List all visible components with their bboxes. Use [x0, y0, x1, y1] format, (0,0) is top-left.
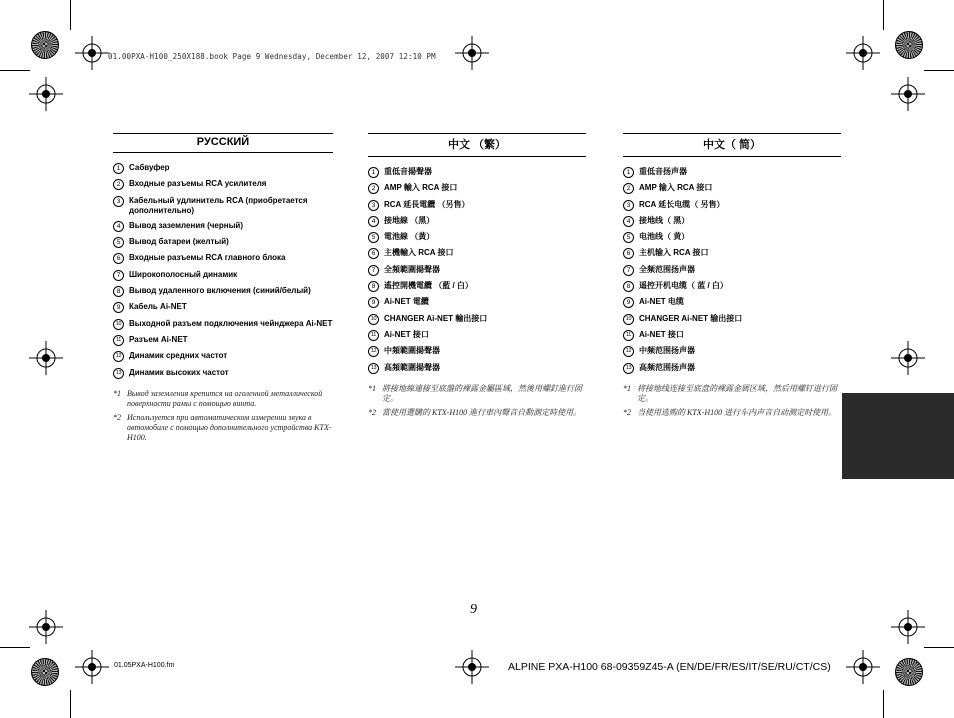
list-item [368, 330, 586, 341]
color-target-bottom-left [31, 658, 59, 686]
page-number: 9 [470, 602, 477, 617]
item-number-badge: 12 [113, 351, 124, 362]
item-label: Динамик средних частот [129, 351, 228, 361]
item-label: Вывод батареи (желтый) [129, 237, 229, 247]
list-item [623, 248, 841, 259]
item-number-badge: 5 [113, 237, 124, 248]
list-item [113, 351, 333, 362]
column-title: РУССКИЙ [113, 133, 333, 153]
list-item [623, 265, 841, 276]
footnote-text: 将接地线连接至底盘的裸露金属区域，然后用螺钉进行固定。 [637, 383, 837, 403]
item-label: Разъем Ai-NET [129, 334, 188, 344]
list-item [368, 183, 586, 194]
list-item [368, 167, 586, 178]
registration-mark-icon [29, 610, 63, 644]
item-number-badge: 3 [623, 200, 634, 211]
registration-mark-icon [75, 36, 109, 70]
footnote-mark: *1 [623, 383, 631, 393]
list-item [113, 302, 333, 313]
item-label: Входные разъемы RCA главного блока [129, 253, 286, 263]
list-item [623, 183, 841, 194]
footnote [368, 408, 586, 418]
list-item [368, 363, 586, 374]
item-label: RCA 延长电缆（ 另售） [639, 199, 725, 209]
column-russian [113, 133, 333, 447]
list-item [113, 270, 333, 281]
trim-line [70, 0, 71, 30]
item-label: 电池线（ 黄） [639, 232, 690, 242]
footnote-text: 当使用选购的 KTX-H100 进行车内声音自动测定时使用。 [637, 407, 837, 417]
item-label: Ai-NET 电缆 [639, 297, 684, 307]
column-title: 中文（ 简） [623, 133, 841, 157]
list-item [623, 167, 841, 178]
item-label: Входные разъемы RCA усилителя [129, 179, 267, 189]
item-label: Кабель Ai-NET [129, 302, 187, 312]
footnote-text: Используется при автоматическом измерении звука в автомобиле с помощью дополнительного устройства KTX-H100. [127, 412, 332, 442]
item-label: 重低音扬声器 [639, 167, 687, 176]
item-label: Ai-NET 接口 [384, 329, 429, 339]
item-number-badge: 13 [368, 363, 379, 374]
item-label: 全频范围扬声器 [639, 264, 695, 274]
item-label: 中频范围扬声器 [639, 346, 695, 356]
registration-mark-icon [846, 36, 880, 70]
item-label: AMP 輸入 RCA 接口 [384, 183, 458, 193]
footer-filename: 01.05PXA-H100.fm [114, 662, 175, 669]
notes [113, 389, 333, 443]
footnote-text: 將接地線連接至底盤的裸露金屬區域，然後用螺釘進行固定。 [382, 383, 582, 403]
item-number-badge: 1 [368, 167, 379, 178]
item-number-badge: 2 [113, 179, 124, 190]
registration-mark-icon [846, 650, 880, 684]
item-label: Ai-NET 電纜 [384, 297, 429, 307]
item-label: CHANGER Ai-NET 输出接口 [639, 313, 743, 323]
list-item [623, 216, 841, 227]
item-label: RCA 延長電纜 （另售） [384, 199, 470, 209]
list-item [623, 297, 841, 308]
list-item [368, 346, 586, 357]
registration-mark-icon [75, 650, 109, 684]
item-label: 遥控开机电缆（ 蓝 / 白） [639, 281, 728, 291]
column-chinese-simplified [623, 133, 841, 422]
list-item [368, 200, 586, 211]
footnote-text: Вывод заземления крепится на оголенной металлической поверхности рамы с помощью винта. [127, 388, 323, 408]
item-number-badge: 8 [623, 281, 634, 292]
item-number-badge: 6 [113, 253, 124, 264]
item-number-badge: 12 [623, 346, 634, 357]
trim-line [924, 70, 954, 71]
list-item [113, 196, 333, 216]
item-number-badge: 4 [623, 216, 634, 227]
list-item [113, 253, 333, 264]
list-item [623, 346, 841, 357]
list-item [368, 216, 586, 227]
item-number-badge: 3 [368, 200, 379, 211]
item-number-badge: 6 [623, 248, 634, 259]
item-number-badge: 12 [368, 346, 379, 357]
item-number-badge: 9 [368, 297, 379, 308]
footnote [368, 384, 586, 404]
list-item [113, 163, 333, 174]
color-target-top-left [31, 31, 59, 59]
item-label: 高頻範圍揚聲器 [384, 362, 440, 372]
item-label: 全頻範圍揚聲器 [384, 264, 440, 274]
footnote-text: 當使用選購的 KTX-H100 進行車內聲音自動測定時使用。 [382, 407, 582, 417]
footnote-mark: *2 [113, 412, 121, 422]
item-list [623, 167, 841, 374]
footnote-mark: *2 [623, 407, 631, 417]
item-label: Вывод заземления (черный) [129, 220, 244, 230]
item-number-badge: 5 [623, 232, 634, 243]
item-label: Кабельный удлинитель RCA (приобретается дополнительно) [129, 195, 308, 215]
list-item [623, 232, 841, 243]
trim-line [70, 690, 71, 718]
item-label: 中頻範圍揚聲器 [384, 346, 440, 356]
item-label: 接地线（ 黑） [639, 215, 690, 225]
footnote [623, 384, 841, 404]
item-number-badge: 7 [113, 270, 124, 281]
item-label: 高频范围扬声器 [639, 362, 695, 372]
notes [623, 384, 841, 418]
item-label: Выходной разъем подключения чейнджера Ai-NET [129, 318, 333, 328]
registration-mark-icon [29, 341, 63, 375]
print-header: 01.00PXA-H100_250X188.book Page 9 Wednesday, December 12, 2007 12:10 PM [108, 52, 436, 61]
list-item [113, 179, 333, 190]
item-label: CHANGER Ai-NET 輸出接口 [384, 313, 488, 323]
column-chinese-traditional [368, 133, 586, 422]
item-list [368, 167, 586, 374]
item-number-badge: 5 [368, 232, 379, 243]
footnote [623, 408, 841, 418]
list-item [113, 237, 333, 248]
item-number-badge: 2 [623, 183, 634, 194]
item-number-badge: 9 [623, 297, 634, 308]
item-number-badge: 8 [368, 281, 379, 292]
item-label: Вывод удаленного включения (синий/белый) [129, 286, 311, 296]
list-item [623, 200, 841, 211]
item-list [113, 163, 333, 379]
trim-line [0, 70, 30, 71]
registration-mark-icon [891, 341, 925, 375]
list-item [113, 335, 333, 346]
item-label: 重低音揚聲器 [384, 167, 432, 176]
list-item [368, 297, 586, 308]
color-target-top-right [895, 31, 923, 59]
item-number-badge: 13 [113, 368, 124, 379]
list-item [368, 232, 586, 243]
color-target-bottom-right [895, 658, 923, 686]
side-tab [842, 393, 954, 479]
footer-model-code: ALPINE PXA-H100 68-09359Z45-A (EN/DE/FR/ES/IT/SE/RU/CT/CS) [508, 661, 831, 673]
item-label: Широкополосный динамик [129, 269, 238, 279]
item-label: Динамик высоких частот [129, 367, 229, 377]
list-item [113, 368, 333, 379]
item-number-badge: 2 [368, 183, 379, 194]
list-item [623, 363, 841, 374]
item-label: AMP 输入 RCA 接口 [639, 183, 713, 193]
item-number-badge: 11 [113, 335, 124, 346]
item-number-badge: 7 [368, 265, 379, 276]
list-item [623, 330, 841, 341]
trim-line [883, 0, 884, 30]
list-item [368, 248, 586, 259]
item-number-badge: 4 [368, 216, 379, 227]
item-label: 主機輸入 RCA 接口 [384, 248, 454, 258]
registration-mark-icon [29, 77, 63, 111]
list-item [368, 265, 586, 276]
item-number-badge: 1 [113, 163, 124, 174]
list-item [113, 319, 333, 330]
footnote-mark: *1 [368, 383, 376, 393]
item-number-badge: 8 [113, 286, 124, 297]
list-item [623, 314, 841, 325]
list-item [623, 281, 841, 292]
item-label: 遙控開機電纜 （藍 / 白） [384, 281, 473, 291]
footnote-mark: *2 [368, 407, 376, 417]
item-number-badge: 10 [368, 314, 379, 325]
trim-line [924, 647, 954, 648]
registration-mark-icon [891, 77, 925, 111]
registration-mark-icon [455, 36, 489, 70]
item-number-badge: 7 [623, 265, 634, 276]
item-number-badge: 9 [113, 302, 124, 313]
item-number-badge: 4 [113, 221, 124, 232]
item-label: Сабвуфер [129, 163, 170, 172]
item-number-badge: 10 [623, 314, 634, 325]
list-item [368, 281, 586, 292]
registration-mark-icon [891, 610, 925, 644]
item-number-badge: 11 [623, 330, 634, 341]
item-label: 主机输入 RCA 接口 [639, 248, 709, 258]
footnote [113, 413, 333, 443]
item-label: 電池線 （黃） [384, 232, 435, 242]
item-number-badge: 13 [623, 363, 634, 374]
list-item [113, 286, 333, 297]
trim-line [883, 690, 884, 718]
item-number-badge: 11 [368, 330, 379, 341]
item-number-badge: 3 [113, 196, 124, 207]
item-number-badge: 10 [113, 319, 124, 330]
notes [368, 384, 586, 418]
item-number-badge: 1 [623, 167, 634, 178]
footnote-mark: *1 [113, 388, 121, 398]
item-label: Ai-NET 接口 [639, 329, 684, 339]
trim-line [0, 647, 30, 648]
registration-mark-icon [455, 650, 489, 684]
item-label: 接地線 （黑） [384, 215, 435, 225]
list-item [368, 314, 586, 325]
footnote [113, 389, 333, 409]
item-number-badge: 6 [368, 248, 379, 259]
list-item [113, 221, 333, 232]
column-title: 中文 （繁） [368, 133, 586, 157]
